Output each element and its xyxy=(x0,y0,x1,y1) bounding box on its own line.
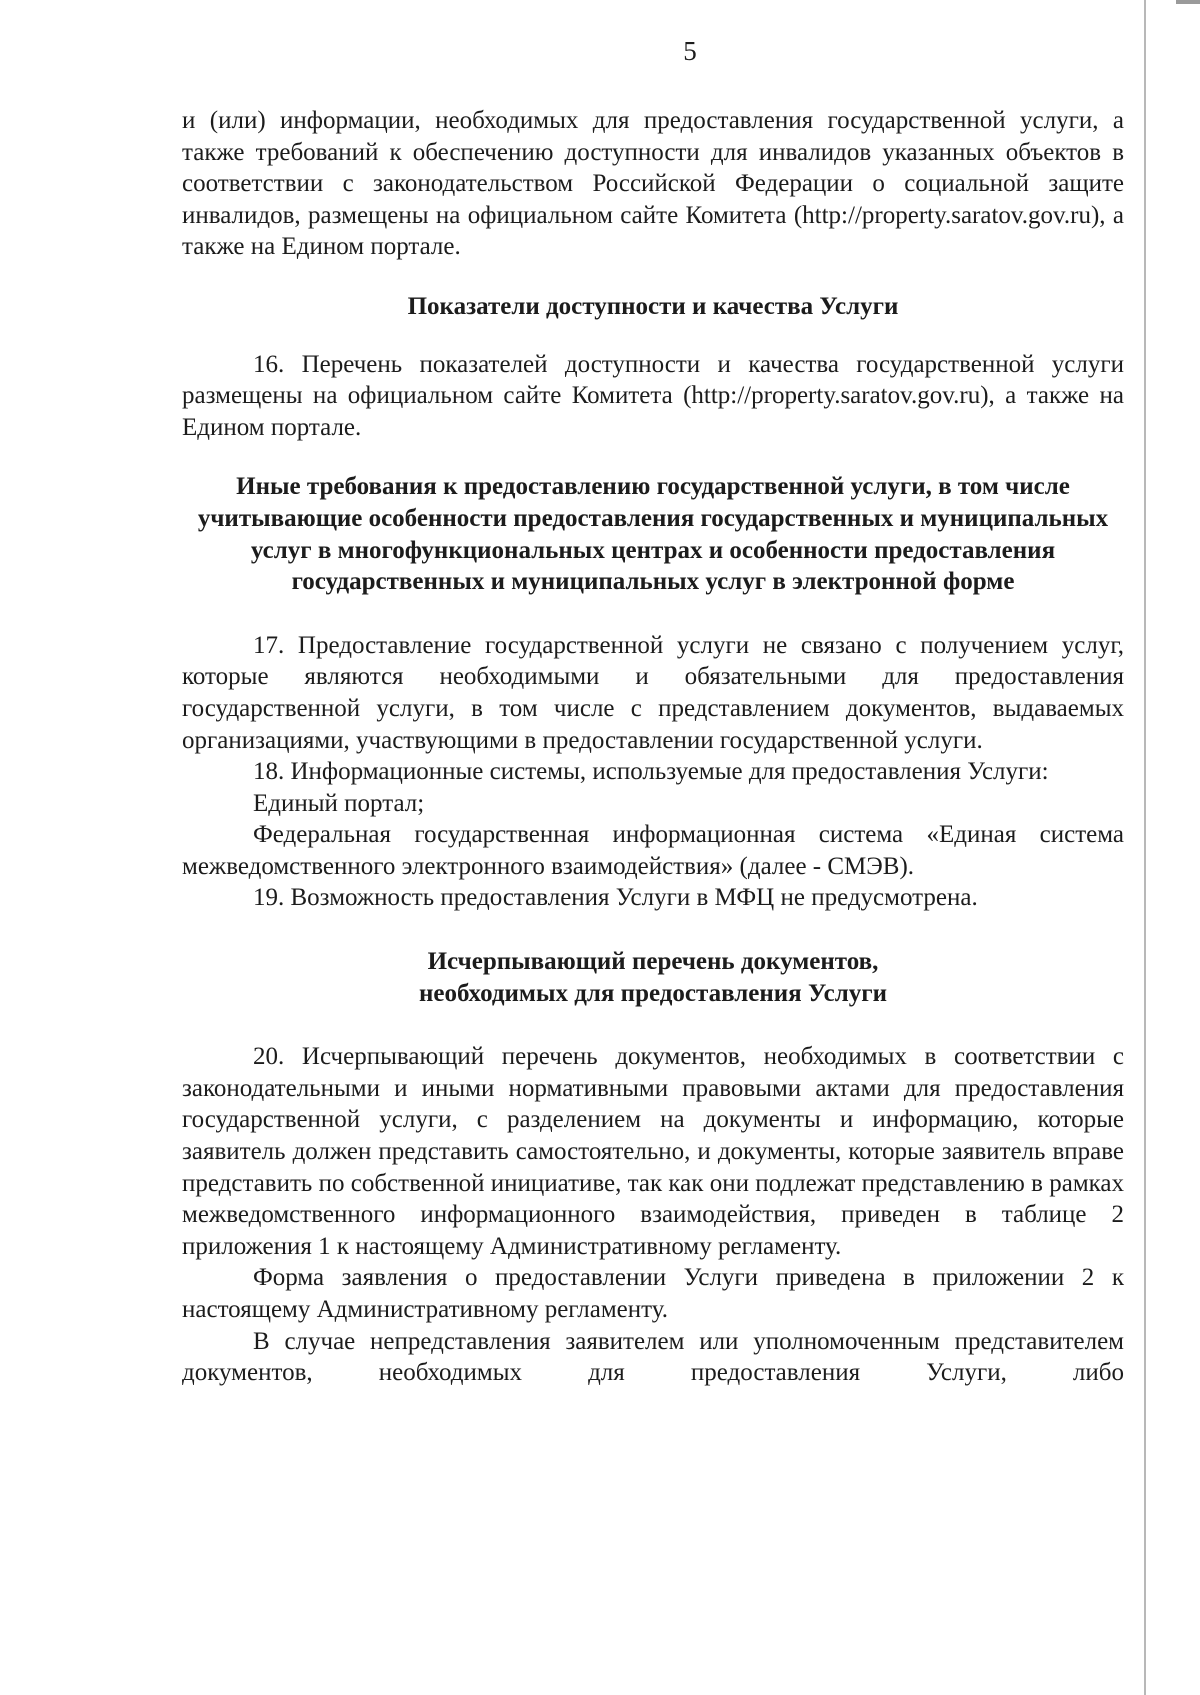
paragraph-application-form: Форма заявления о предоставлении Услуги приведена в приложении 2 к настоящему Административному регламенту. xyxy=(182,1264,1124,1323)
scan-edge-line xyxy=(1144,0,1146,1695)
document-body xyxy=(182,105,1124,1389)
paragraph-18: 18. Информационные системы, используемые для предоставления Услуги: xyxy=(253,758,1049,786)
heading-other-requirements: Иные требования к предоставлению государственной услуги, в том числе учитывающие особенности предоставления государственных и муниципальных услуг в многофункциональных центрах и особенности предоставления государственных и муниципальных услуг в электронной форме xyxy=(197,473,1109,596)
page-number: 5 xyxy=(683,36,697,66)
scan-edge-mark xyxy=(1176,0,1200,4)
paragraph-non-submission: В случае непредставления заявителем или уполномоченным представителем документов, необходимых для предоставления Услуги, либо xyxy=(182,1327,1124,1387)
paragraph-17: 17. Предоставление государственной услуги не связано с получением услуг, которые являются необходимыми и обязательными для предоставления государственной услуги, в том числе с представлением документов, выдаваемых организациями, участвующими в предоставлении государственной услуги. xyxy=(182,631,1124,754)
paragraph-20: 20. Исчерпывающий перечень документов, необходимых в соответствии с законодательными и иными нормативными правовыми актами для предоставления государственной услуги, с разделением на документы и информацию, которые заявитель должен представить самостоятельно, и документы, которые заявитель вправе представить по собственной инициативе, так как они подлежат представлению в рамках межведомственного информационного взаимодействия, приведен в таблице 2 приложения 1 к настоящему Административному регламенту. xyxy=(182,1043,1124,1260)
paragraph-18-item-portal: Единый портал; xyxy=(253,789,425,817)
paragraph-18-item-smev: Федеральная государственная информационная система «Единая система межведомственного электронного взаимодействия» (далее - СМЭВ). xyxy=(182,821,1124,880)
heading-accessibility-indicators: Показатели доступности и качества Услуги xyxy=(407,292,899,320)
heading-documents-line-2: необходимых для предоставления Услуги xyxy=(419,979,887,1007)
heading-documents-line-1: Исчерпывающий перечень документов, xyxy=(427,948,879,976)
paragraph-intro: и (или) информации, необходимых для предоставления государственной услуги, а также требований к обеспечению доступности для инвалидов указанных объектов в соответствии с законодательством Российской Федерации о социальной защите инвалидов, размещены на официальном сайте Комитета (http://property.saratov.gov.ru), а также на Едином портале. xyxy=(182,107,1124,261)
paragraph-19: 19. Возможность предоставления Услуги в МФЦ не предусмотрена. xyxy=(253,884,978,912)
paragraph-16: 16. Перечень показателей доступности и качества государственной услуги размещены на официальном сайте Комитета (http://property.saratov.gov.ru), а также на Едином портале. xyxy=(182,350,1124,441)
